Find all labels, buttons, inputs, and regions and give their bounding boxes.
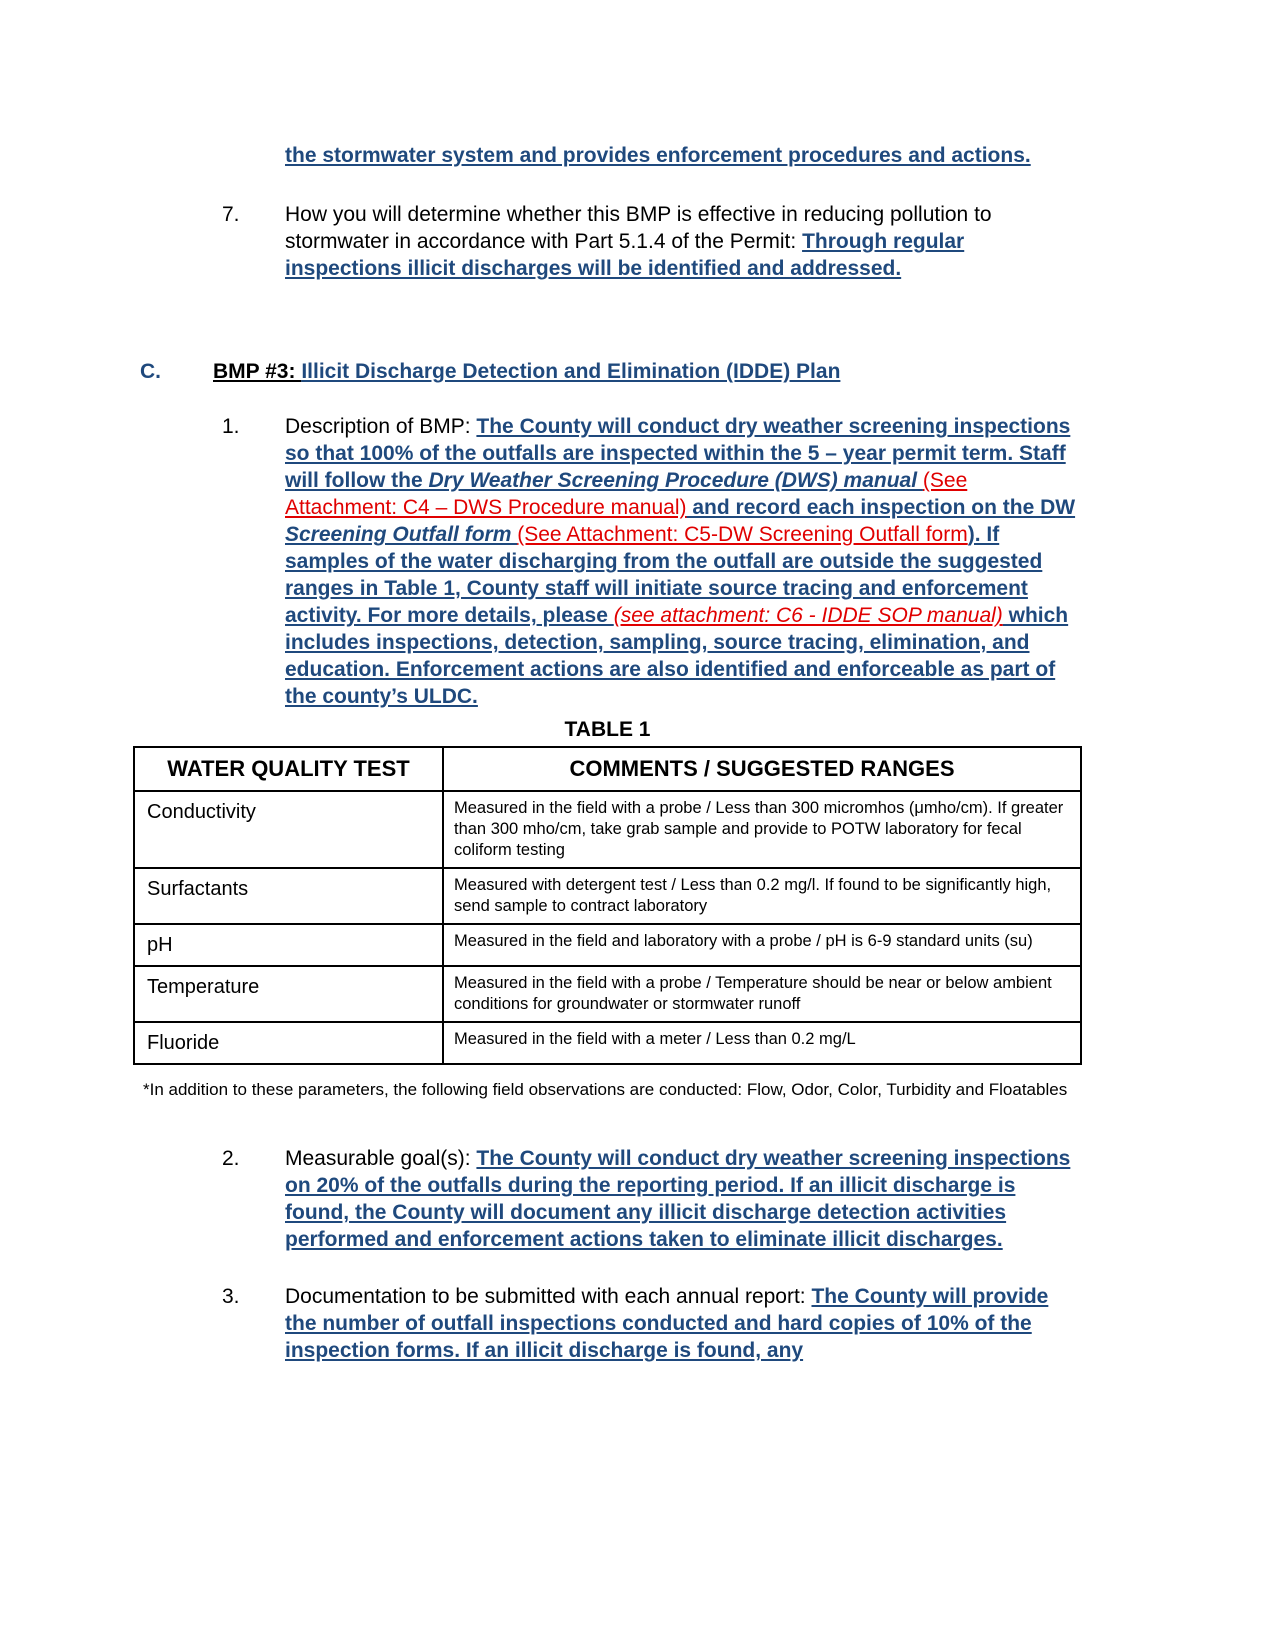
list-item-7 <box>222 201 1275 282</box>
table-header-row <box>134 747 1081 791</box>
text-run: How you will determine whether this BMP is effective in reducing pollution to stormwater in accordance with Part 5.1.4 of the Permit: <box>285 203 992 253</box>
list-item-1 <box>222 413 1275 710</box>
table-row <box>134 924 1081 966</box>
text-run: (See Attachment: C5-DW Screening Outfall form <box>517 523 968 546</box>
test-name-cell: Temperature <box>134 966 443 1022</box>
text-run: ). If samples of the water discharging from the outfall are outside the suggested ranges in Table 1, County staff will initiate source tracing and enforcement activity. For more details, please <box>285 523 1043 627</box>
comment-cell: Measured in the field with a probe / Less than 300 micromhos (μmho/cm). If greater than 300 mho/cm, take grab sample and provide to POTW laboratory for fecal coliform testing <box>443 791 1081 868</box>
text-run: Measurable goal(s): <box>285 1147 477 1170</box>
text-run: Illicit Discharge Detection and Elimination (IDDE) Plan <box>301 360 841 383</box>
text-run: and record each inspection on the DW <box>686 496 1076 519</box>
water-quality-table <box>133 746 1082 1065</box>
test-name-cell: Fluoride <box>134 1022 443 1064</box>
comment-cell: Measured in the field with a probe / Temperature should be near or below ambient conditions for groundwater or stormwater runoff <box>443 966 1081 1022</box>
text-run: (See Attachment: C4 – DWS Procedure manual) <box>285 469 968 519</box>
section-c-label: C. <box>140 360 161 383</box>
text-run: Documentation to be submitted with each annual report: <box>285 1285 812 1308</box>
section-c-title <box>213 358 840 385</box>
table-footnote: *In addition to these parameters, the following field observations are conducted: Flow, Odor, Color, Turbidity and Floatables <box>143 1080 1068 1099</box>
test-name-cell: pH <box>134 924 443 966</box>
item-7-text <box>285 201 1080 282</box>
comment-cell: Measured in the field and laboratory with a probe / pH is 6-9 standard units (su) <box>443 924 1081 966</box>
table-row <box>134 966 1081 1022</box>
text-run: Dry Weather Screening Procedure (DWS) manual <box>428 469 923 492</box>
section-c-heading <box>140 358 1275 385</box>
list-item-2 <box>222 1145 1275 1253</box>
column-header-comments: COMMENTS / SUGGESTED RANGES <box>443 747 1081 791</box>
comment-cell: Measured in the field with a meter / Less than 0.2 mg/L <box>443 1022 1081 1064</box>
text-run: Through regular inspections illicit discharges will be identified and addressed. <box>285 230 965 280</box>
text-run: (see attachment: C6 - IDDE SOP manual) <box>613 604 1003 627</box>
text-run: Description of BMP: <box>285 415 477 438</box>
table-row <box>134 868 1081 924</box>
item-2-text <box>285 1145 1080 1253</box>
continuation-paragraph <box>285 142 1065 169</box>
list-item-3 <box>222 1283 1275 1364</box>
text-run: The County will provide the number of outfall inspections conducted and hard copies of 10% of the inspection forms. If an illicit discharge is found, any <box>285 1285 1049 1362</box>
text-run: Screening Outfall form <box>285 523 518 546</box>
test-name-cell: Conductivity <box>134 791 443 868</box>
text-run: BMP #3: <box>213 360 302 383</box>
table-1-title: TABLE 1 <box>564 718 651 741</box>
item-7-number: 7. <box>222 203 240 226</box>
item-3-number: 3. <box>222 1285 240 1308</box>
text-run: The County will conduct dry weather screening inspections so that 100% of the outfalls are inspected within the 5 – year permit term. Staff will follow the <box>285 415 1071 492</box>
item-1-number: 1. <box>222 415 240 438</box>
text-run: the stormwater system and provides enforcement procedures and actions. <box>285 144 1031 167</box>
table-row <box>134 791 1081 868</box>
comment-cell: Measured with detergent test / Less than 0.2 mg/l. If found to be significantly high, send sample to contract laboratory <box>443 868 1081 924</box>
item-1-text <box>285 413 1080 710</box>
item-2-number: 2. <box>222 1147 240 1170</box>
text-run: which includes inspections, detection, sampling, source tracing, elimination, and education. Enforcement actions are also identified and enforceable as part of the county’s ULDC. <box>285 604 1069 708</box>
item-3-text <box>285 1283 1080 1364</box>
column-header-water-quality-test: WATER QUALITY TEST <box>134 747 443 791</box>
test-name-cell: Surfactants <box>134 868 443 924</box>
text-run: The County will conduct dry weather screening inspections on 20% of the outfalls during the reporting period. If an illicit discharge is found, the County will document any illicit discharge detection activities performed and enforcement actions taken to eliminate illicit discharges. <box>285 1147 1071 1251</box>
table-row <box>134 1022 1081 1064</box>
